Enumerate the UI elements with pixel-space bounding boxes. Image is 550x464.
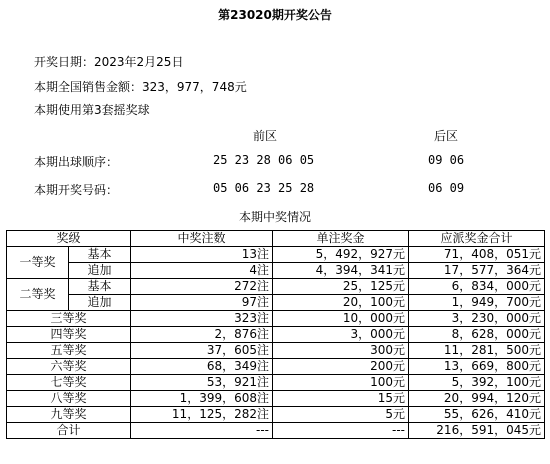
count-cell: 53，921注 — [131, 375, 273, 391]
sub-level-cell: 基本 — [69, 279, 131, 295]
total-cell: 216，591，045元 — [409, 423, 545, 439]
prize-cell: 20，100元 — [273, 295, 409, 311]
table-row — [7, 311, 545, 327]
table-row — [7, 359, 545, 375]
total-cell: 1，949，700元 — [409, 295, 545, 311]
total-cell: 13，669，800元 — [409, 359, 545, 375]
level-cell: 二等奖 — [7, 279, 69, 311]
prize-cell: --- — [273, 423, 409, 439]
level-cell: 合计 — [7, 423, 131, 439]
level-cell: 九等奖 — [7, 407, 131, 423]
table-row — [7, 263, 545, 279]
prize-cell: 5元 — [273, 407, 409, 423]
table-row — [7, 247, 545, 263]
count-cell: 4注 — [131, 263, 273, 279]
sub-level-cell: 基本 — [69, 247, 131, 263]
prize-cell: 15元 — [273, 391, 409, 407]
prize-cell: 3，000元 — [273, 327, 409, 343]
level-cell: 三等奖 — [7, 311, 131, 327]
count-cell: 272注 — [131, 279, 273, 295]
level-cell: 七等奖 — [7, 375, 131, 391]
front-zone-heading: 前区 — [253, 129, 278, 143]
sales-amount: 本期全国销售金额：323，977，748元 — [34, 80, 247, 94]
table-row — [7, 375, 545, 391]
prize-cell: 5，492，927元 — [273, 247, 409, 263]
total-cell: 3，230，000元 — [409, 311, 545, 327]
table-row — [7, 279, 545, 295]
prize-cell: 100元 — [273, 375, 409, 391]
count-cell: 13注 — [131, 247, 273, 263]
draw-order-label: 本期出球顺序： — [34, 155, 119, 169]
table-row — [7, 343, 545, 359]
header-count: 中奖注数 — [131, 231, 273, 247]
count-cell: 1，399，608注 — [131, 391, 273, 407]
level-cell: 五等奖 — [7, 343, 131, 359]
table-row — [7, 295, 545, 311]
sub-level-cell: 追加 — [69, 263, 131, 279]
count-cell: 11，125，282注 — [131, 407, 273, 423]
header-level: 奖级 — [7, 231, 131, 247]
prize-cell: 25，125元 — [273, 279, 409, 295]
header-prize: 单注奖金 — [273, 231, 409, 247]
total-cell: 5，392，100元 — [409, 375, 545, 391]
announcement-title: 第23020期开奖公告 — [218, 8, 332, 22]
draw-order-back: 09 06 — [428, 153, 465, 167]
prize-cell: 300元 — [273, 343, 409, 359]
ball-set-info: 本期使用第3套摇奖球 — [34, 103, 150, 117]
prize-cell: 10，000元 — [273, 311, 409, 327]
sub-level-cell: 追加 — [69, 295, 131, 311]
count-cell: 97注 — [131, 295, 273, 311]
total-cell: 17，577，364元 — [409, 263, 545, 279]
back-zone-heading: 后区 — [434, 129, 459, 143]
level-cell: 六等奖 — [7, 359, 131, 375]
total-cell: 55，626，410元 — [409, 407, 545, 423]
prize-table-title: 本期中奖情况 — [238, 210, 311, 224]
level-cell: 一等奖 — [7, 247, 69, 279]
prize-cell: 4，394，341元 — [273, 263, 409, 279]
count-cell: --- — [131, 423, 273, 439]
total-cell: 6，834，000元 — [409, 279, 545, 295]
table-total-row — [7, 423, 545, 439]
winning-numbers-label: 本期开奖号码： — [34, 183, 119, 197]
prize-table — [6, 230, 545, 439]
table-row — [7, 407, 545, 423]
count-cell: 37，605注 — [131, 343, 273, 359]
count-cell: 2，876注 — [131, 327, 273, 343]
count-cell: 68，349注 — [131, 359, 273, 375]
total-cell: 11，281，500元 — [409, 343, 545, 359]
total-cell: 71，408，051元 — [409, 247, 545, 263]
count-cell: 323注 — [131, 311, 273, 327]
table-row — [7, 327, 545, 343]
table-row — [7, 391, 545, 407]
draw-order-front: 25 23 28 06 05 — [213, 153, 315, 167]
header-total: 应派奖金合计 — [409, 231, 545, 247]
winning-numbers-front: 05 06 23 25 28 — [213, 181, 315, 195]
level-cell: 八等奖 — [7, 391, 131, 407]
draw-date: 开奖日期：2023年2月25日 — [34, 55, 184, 69]
table-header-row — [7, 231, 545, 247]
prize-cell: 200元 — [273, 359, 409, 375]
total-cell: 20，994，120元 — [409, 391, 545, 407]
total-cell: 8，628，000元 — [409, 327, 545, 343]
level-cell: 四等奖 — [7, 327, 131, 343]
winning-numbers-back: 06 09 — [428, 181, 465, 195]
